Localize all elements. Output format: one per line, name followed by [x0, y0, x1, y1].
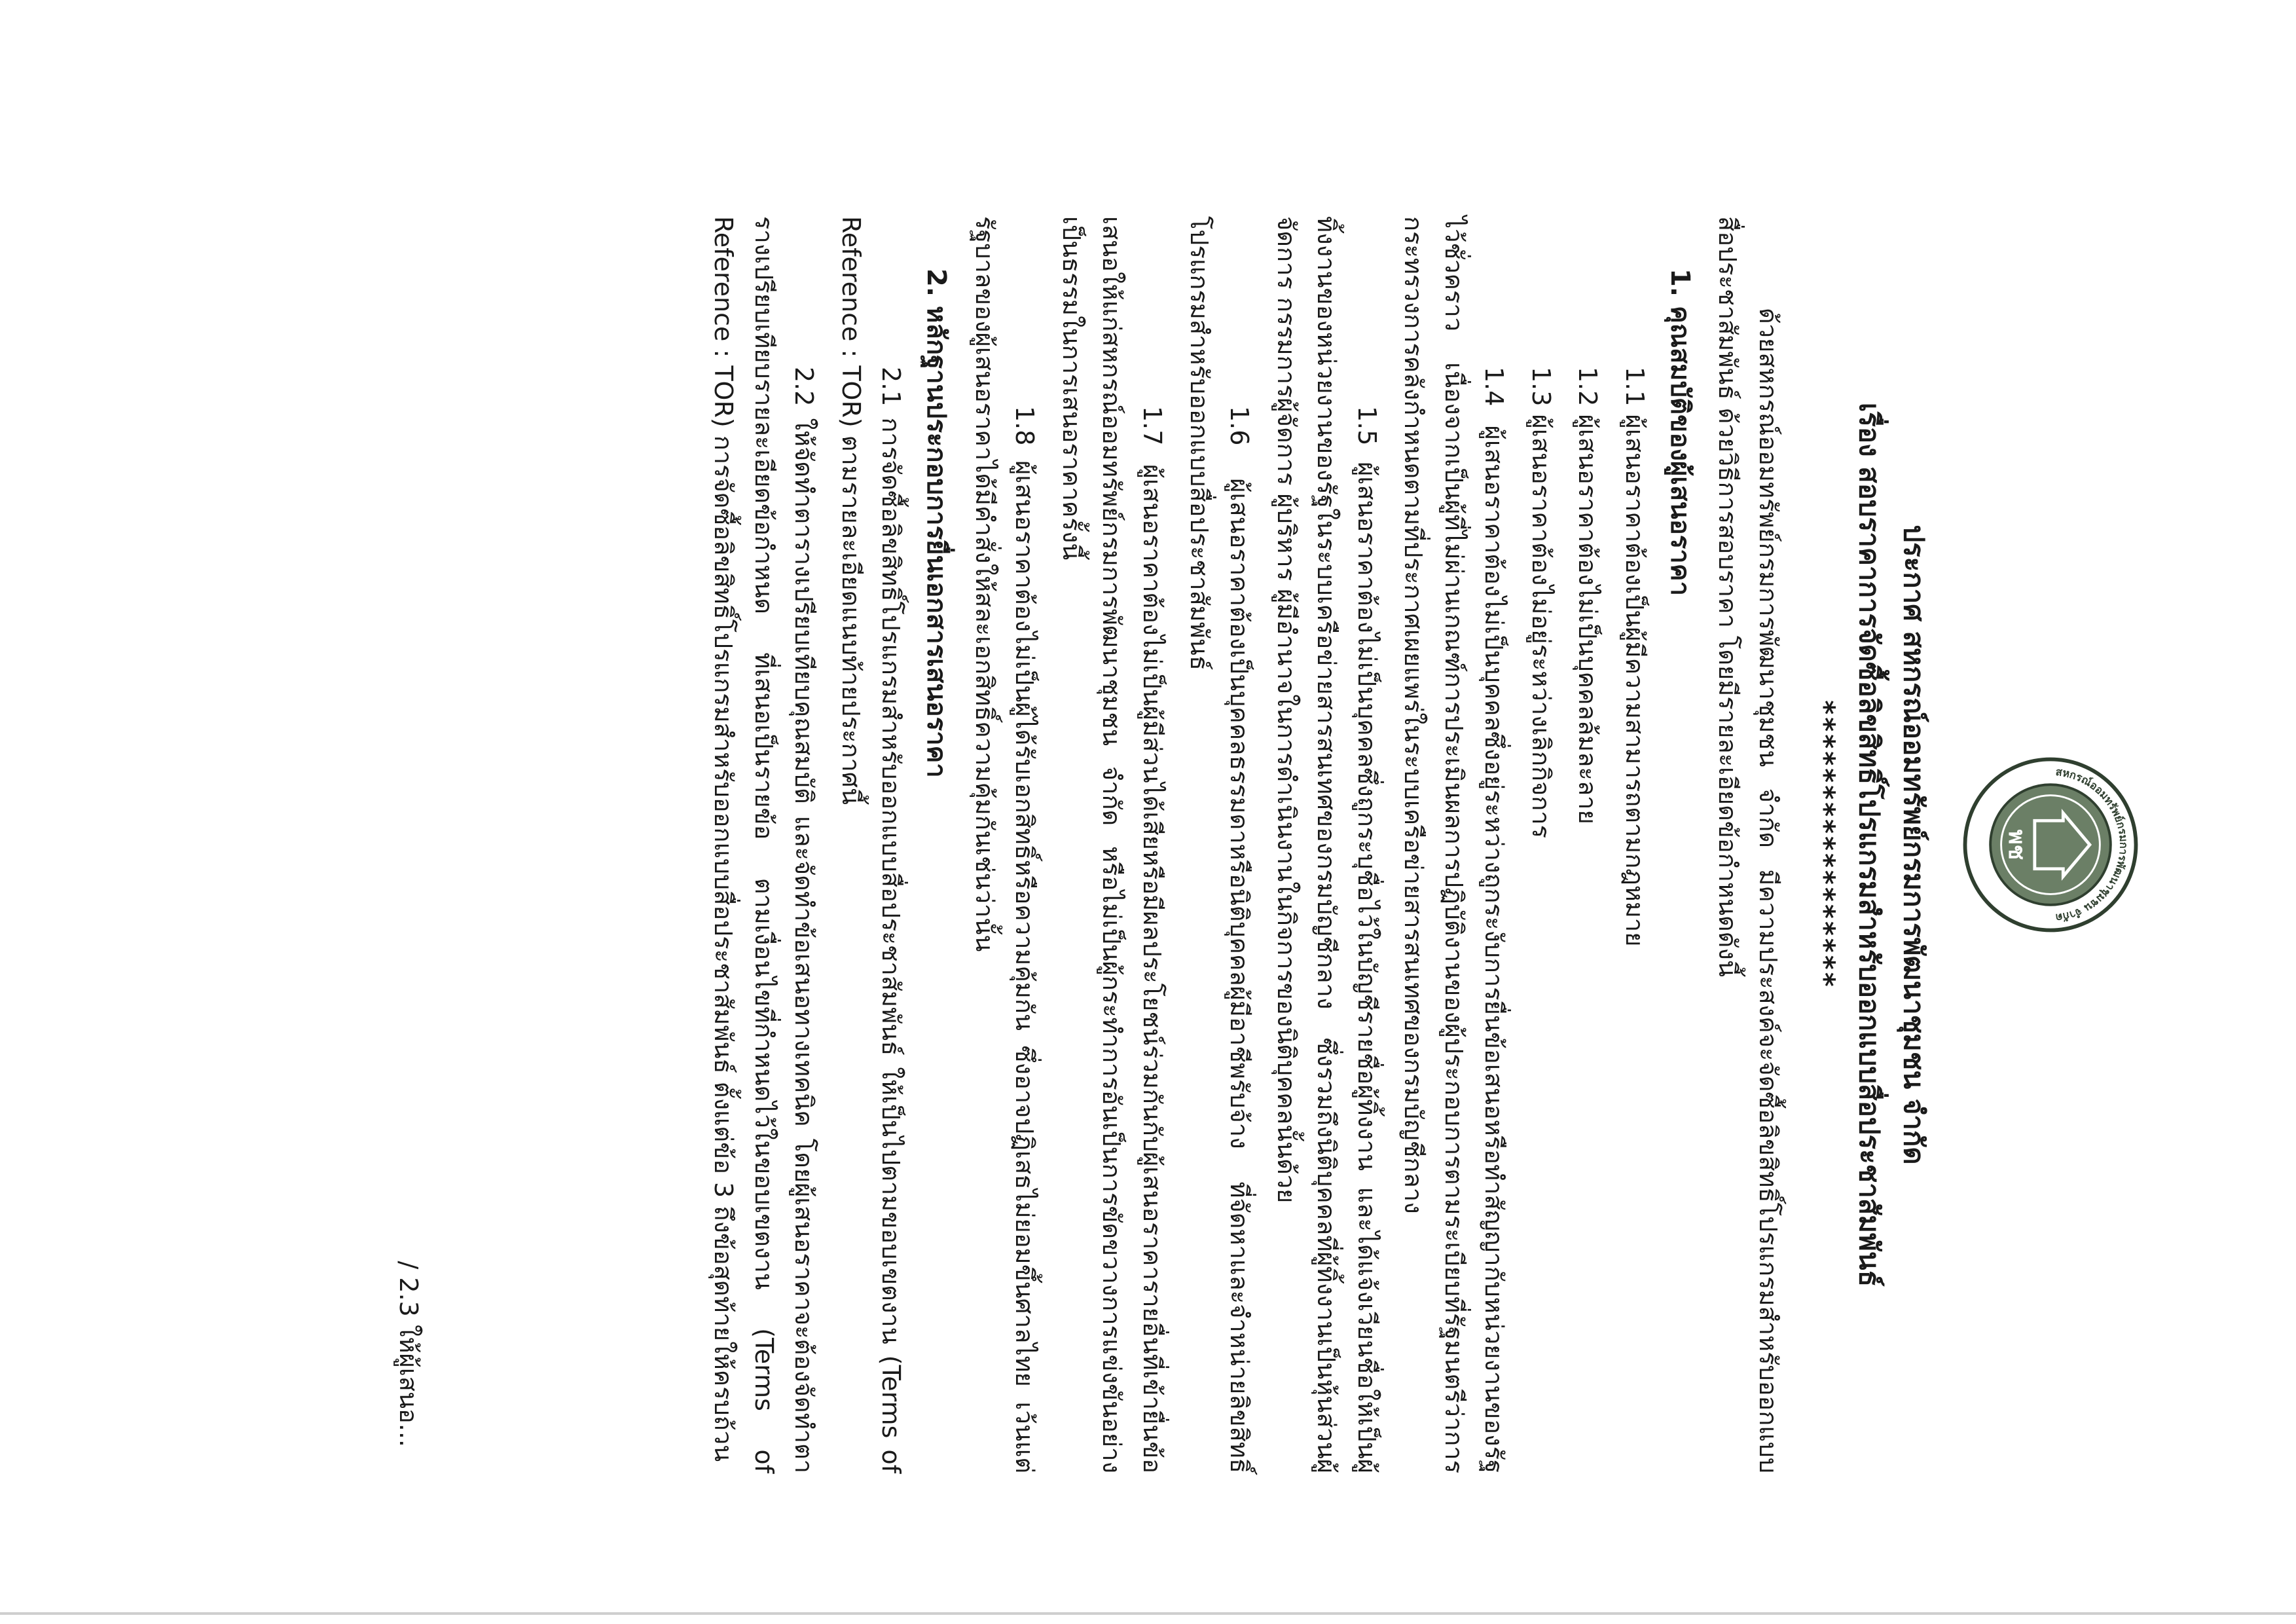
- next-page-marker: / 2.3 ให้ผู้เสนอ...: [393, 1261, 423, 1447]
- section1-item: 1.1 ผู้เสนอราคาต้องเป็นผู้มีความสามารถตามกฎหมาย: [1620, 367, 1650, 947]
- logo-ring-text: สหกรณ์ออมทรัพย์กรมการพัฒนาชุมชน จำกัด: [2054, 765, 2130, 925]
- section2-heading: 2. หลักฐานประกอบการยื่นเอกสารเสนอราคา: [921, 268, 952, 778]
- document-subject: เรื่อง สอบราคาการจัดซื้อลิขสิทธิ์โปรแกรมสำหรับออกแบบสื่อประชาสัมพันธ์: [1853, 402, 1886, 1287]
- section1-heading: 1. คุณสมบัติของผู้เสนอราคา: [1664, 268, 1695, 596]
- cooperative-logo: [1956, 750, 2145, 940]
- section1-item: 1.8 ผู้เสนอราคาต้องไม่เป็นผู้ได้รับเอกสิทธิ์หรือความคุ้มกัน ซึ่งอาจปฏิเสธไม่ยอมขึ้นศาลไทย เว้นแต่รัฐบาลของผู้เสนอราคาได้มีคำสั่งให้สละเอกสิทธิ์ความคุ้มกันเช่นว่านั้น: [970, 216, 1040, 1473]
- separator-stars: *****************: [1808, 700, 1841, 989]
- page-title: ประกาศ สหกรณ์ออมทรัพย์กรมการพัฒนาชุมชน จำกัด: [1898, 525, 1930, 1165]
- scan-edge-line: [0, 1612, 2296, 1615]
- logo-center-text: พช: [2003, 829, 2030, 860]
- document-content: [381, 216, 2145, 1473]
- section1-item: 1.2 ผู้เสนอราคาต้องไม่เป็นบุคคลล้มละลาย: [1573, 367, 1603, 824]
- section1-item: 1.4 ผู้เสนอราคาต้องไม่เป็นบุคคลซึ่งอยู่ระหว่างถูกระงับการยื่นข้อเสนอหรือทำสัญญากับหน่วยงานของรัฐไว้ชั่วคราว เนื่องจากเป็นผู้ที่ไม่ผ่านเกณฑ์การประเมินผลการปฏิบัติงานของผู้ประกอบการตามระเบียบที่รัฐมนตรีว่าการกระทรวงการคลังกำหนดตามที่ประกาศเผยแพร่ในระบบเครือข่ายสารสนเทศของกรมบัญชีกลาง: [1399, 216, 1509, 1473]
- intro-paragraph: ด้วยสหกรณ์ออมทรัพย์กรมการพัฒนาชุมชน จำกัด มีความประสงค์จะจัดซื้อลิขสิทธิ์โปรแกรมสำหรับออกแบบสื่อประชาสัมพันธ์ ด้วยวิธีการสอบราคา โดยมีรายละเอียดข้อกำหนดดังนี้: [1713, 216, 1783, 1473]
- section1-item: 1.7 ผู้เสนอราคาต้องไม่เป็นผู้มีส่วนได้เสียหรือมีผลประโยชน์ร่วมกันกับผู้เสนอราคารายอื่นที่เข้ายื่นข้อเสนอให้แก่สหกรณ์ออมทรัพย์กรมการพัฒนาชุมชน จำกัด หรือไม่เป็นผู้กระทำการอันเป็นการขัดขวางการแข่งขันอย่างเป็นธรรมในการเสนอราคาครั้งนี้: [1057, 216, 1167, 1473]
- section1-item: 1.6 ผู้เสนอราคาต้องเป็นบุคคลธรรมดาหรือนิติบุคคลผู้มีอาชีพรับจ้าง ที่จัดหาและจำหน่ายลิขสิทธิ์โปรแกรมสำหรับออกแบบสื่อประชาสัมพันธ์: [1184, 216, 1254, 1473]
- section1-item: 1.3 ผู้เสนอราคาต้องไม่อยู่ระหว่างเลิกกิจการ: [1526, 367, 1556, 838]
- section2-item: 2.2 ให้จัดทำตารางเปรียบเทียบคุณสมบัติ และจัดทำข้อเสนอทางเทคนิค โดยผู้เสนอราคาจะต้องจัดทำตารางเปรียบเทียบรายละเอียดข้อกำหนด ที่เสนอเป็นรายข้อ ตามเงื่อนไขที่กำหนดไว้ในขอบเขตงาน (Terms of Reference : TOR) การจัดซื้อลิขสิทธิ์โปรแกรมสำหรับออกแบบสื่อประชาสัมพันธ์ ตั้งแต่ข้อ 3 ถึงข้อสุดท้ายให้ครบถ้วน: [709, 216, 819, 1473]
- section2-item: 2.1 การจัดซื้อลิขสิทธิ์โปรแกรมสำหรับออกแบบสื่อประชาสัมพันธ์ ให้เป็นไปตามขอบเขตงาน (Terms of Reference : TOR) ตามรายละเอียดแนบท้ายประกาศนี้: [836, 216, 906, 1473]
- section1-item: 1.5 ผู้เสนอราคาต้องไม่เป็นบุคคลซึ่งถูกระบุชื่อไว้ในบัญชีรายชื่อผู้ทิ้งงาน และได้แจ้งเวียนชื่อให้เป็นผู้ทิ้งงานของหน่วยงานของรัฐในระบบเครือข่ายสารสนเทศของกรมบัญชีกลาง ซึ่งรวมถึงนิติบุคคลที่ผู้ทิ้งงานเป็นหุ้นส่วนผู้จัดการ กรรมการผู้จัดการ ผู้บริหาร ผู้มีอำนาจในการดำเนินงานในกิจการของนิติบุคคลนั้นด้วย: [1271, 216, 1381, 1473]
- logo-container: [1956, 216, 2145, 1473]
